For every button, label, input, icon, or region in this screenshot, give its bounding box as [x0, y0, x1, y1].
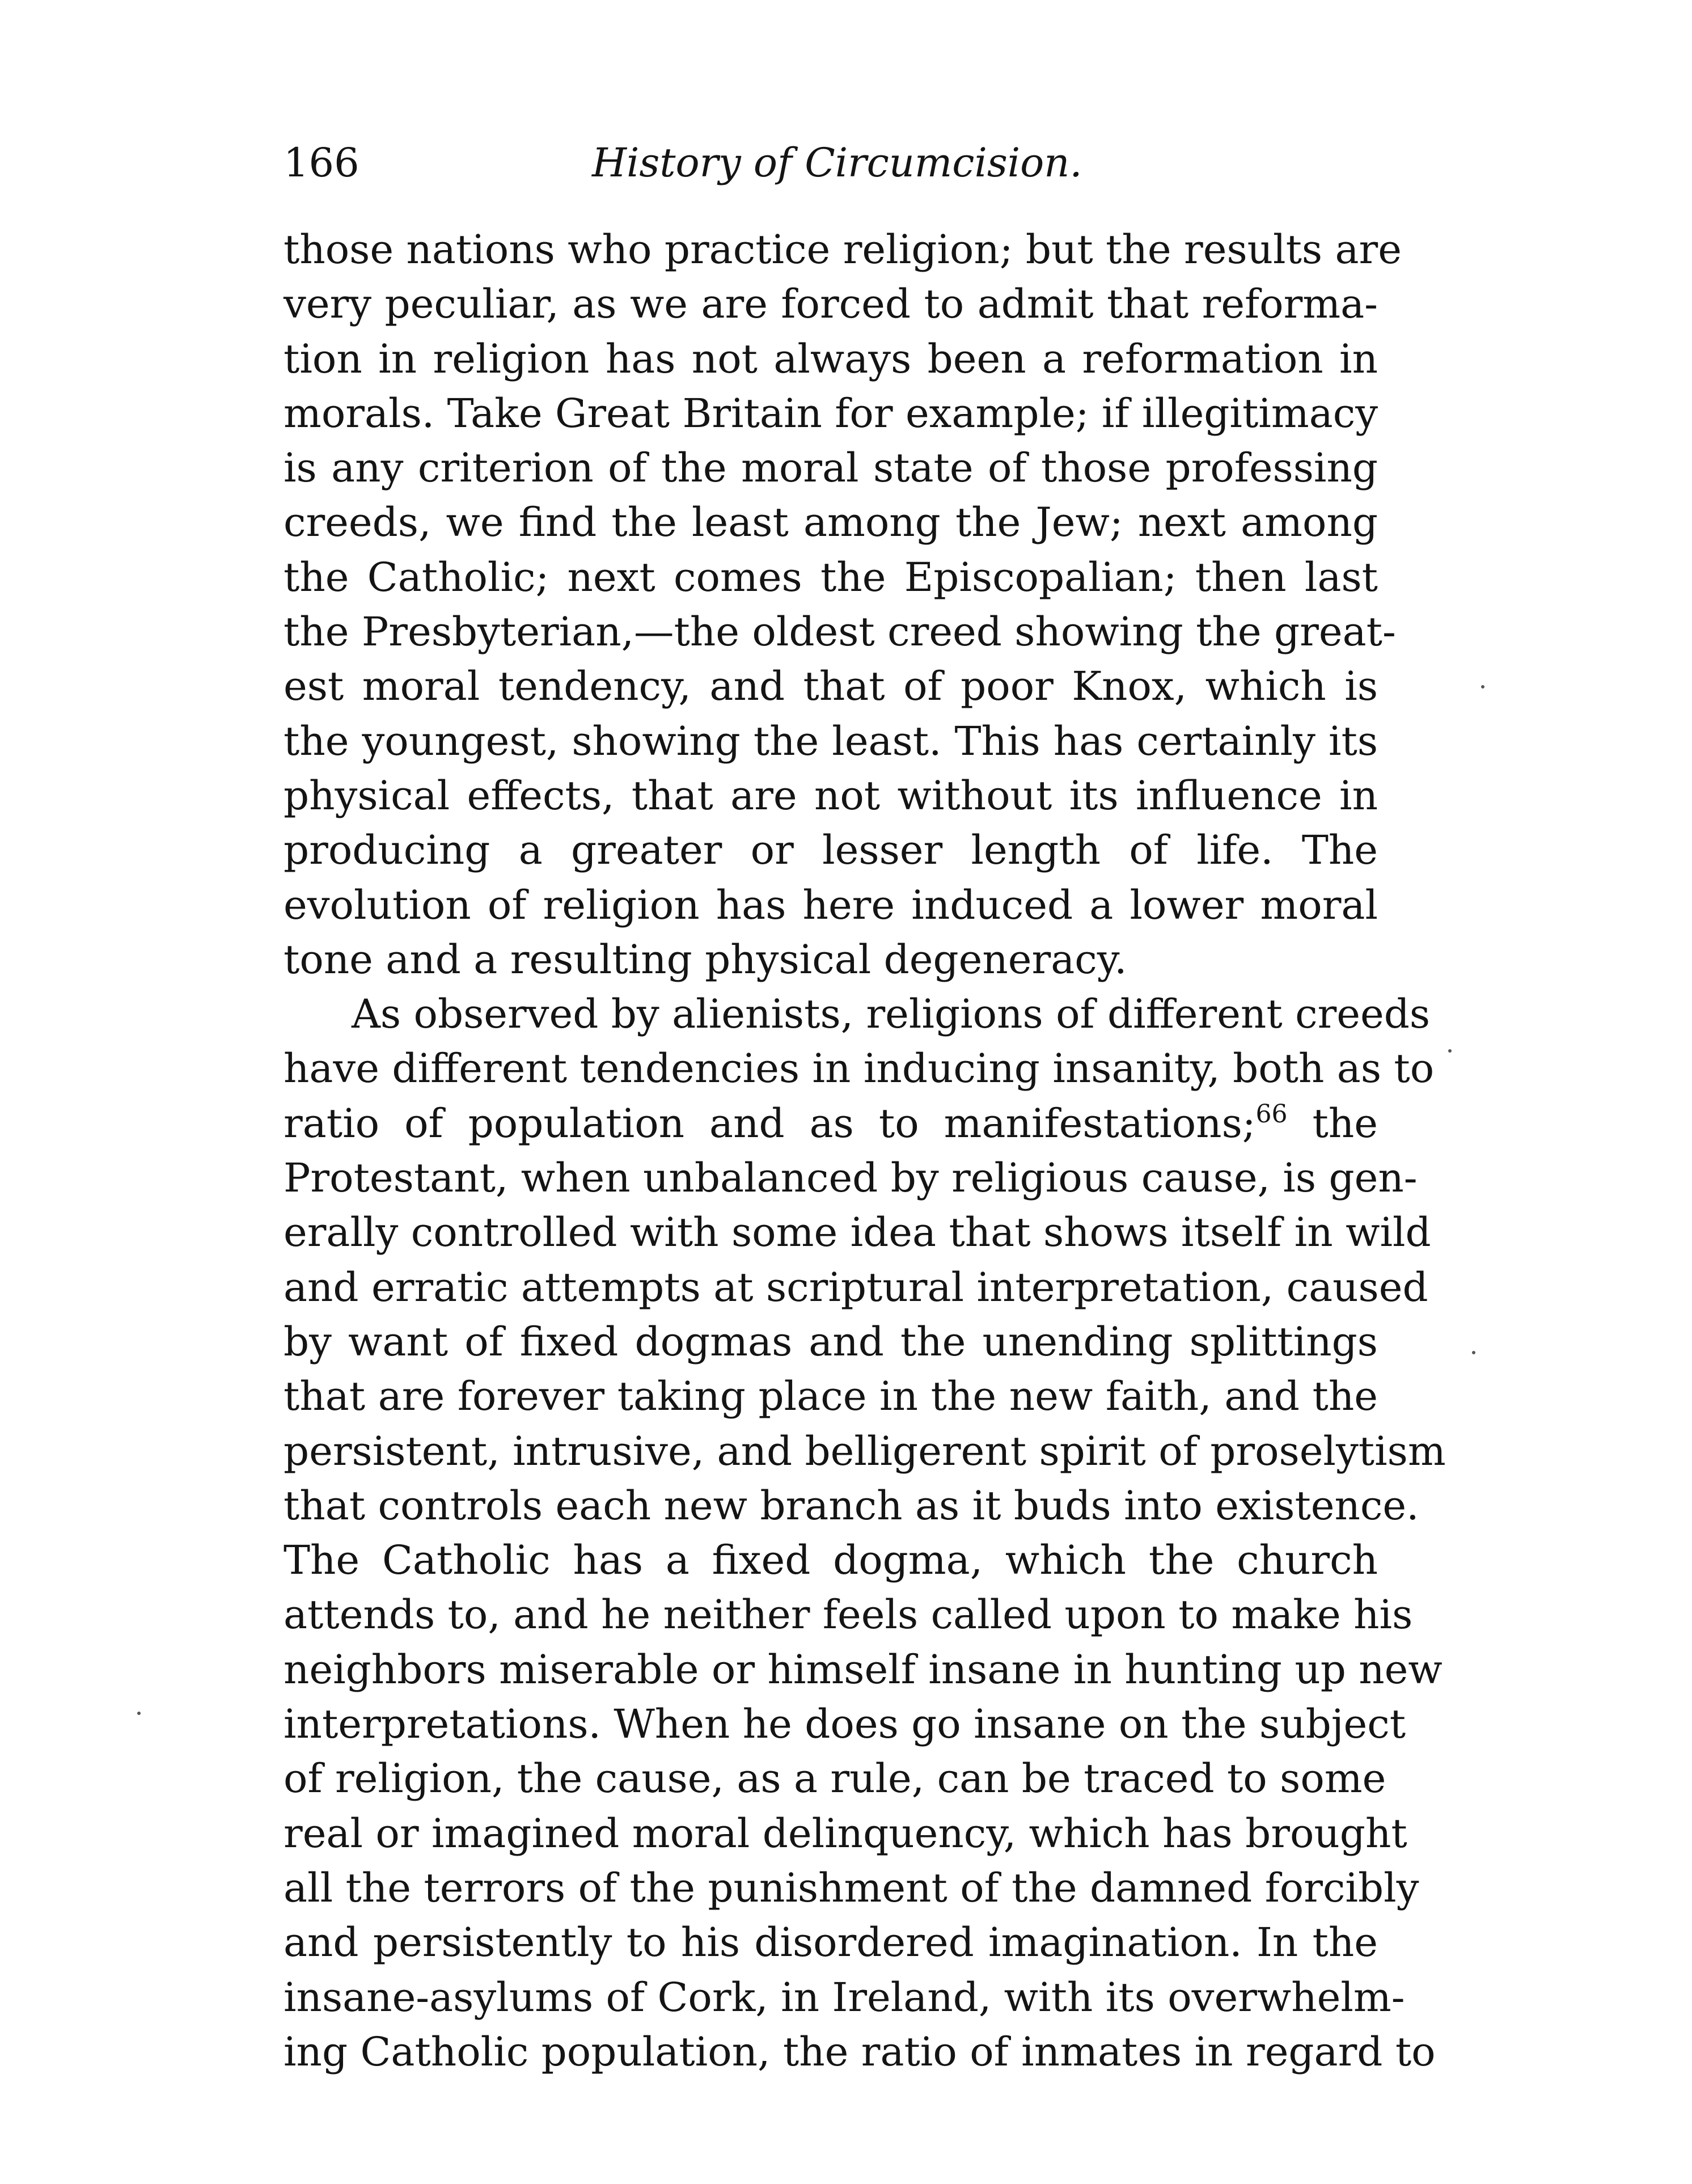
text-line: all the terrors of the punishment of the damned forcibly: [284, 1864, 1419, 1911]
body-text: [284, 222, 1446, 2079]
text-line: insane-asylums of Cork, in Ireland, with its overwhelm-: [284, 1974, 1405, 2021]
text-line: physical effects, that are not without its influence in: [284, 772, 1378, 819]
text-line: is any criterion of the moral state of those professing: [284, 445, 1378, 492]
text-line: tone and a resulting physical degeneracy.: [284, 936, 1127, 983]
text-line: have different tendencies in inducing insanity, both as to: [284, 1045, 1435, 1092]
text-line: attends to, and he neither feels called upon to make his: [284, 1591, 1413, 1638]
scan-speck: [1472, 1351, 1475, 1354]
scan-speck: [1448, 1049, 1452, 1053]
text-line: neighbors miserable or himself insane in hunting up new: [284, 1646, 1443, 1693]
text-line: the Presbyterian,—the oldest creed showing the great-: [284, 609, 1396, 656]
text-line: As observed by alienists, religions of different creeds: [352, 991, 1431, 1038]
text-fragment: ratio of population and as to manifestations;: [284, 1100, 1256, 1147]
text-line: The Catholic has a fixed dogma, which the church: [284, 1537, 1378, 1584]
text-line: ing Catholic population, the ratio of inmates in regard to: [284, 2028, 1436, 2075]
text-line: Protestant, when unbalanced by religious cause, is gen-: [284, 1155, 1418, 1202]
text-fragment: the: [1287, 1100, 1378, 1147]
text-line: the Catholic; next comes the Episcopalian; then last: [284, 554, 1378, 601]
text-line: those nations who practice religion; but the results are: [284, 226, 1402, 273]
text-line: real or imagined moral delinquency, which has brought: [284, 1810, 1407, 1857]
text-line: persistent, intrusive, and belligerent spirit of proselytism: [284, 1427, 1446, 1475]
running-title: History of Circumcision.: [592, 140, 1082, 186]
text-line: [284, 1096, 1378, 1151]
footnote-reference: 66: [1255, 1099, 1288, 1129]
text-line: that controls each new branch as it buds into existence.: [284, 1482, 1419, 1529]
scan-speck: [1481, 685, 1484, 688]
text-line: of religion, the cause, as a rule, can be traced to some: [284, 1755, 1386, 1802]
text-line: the youngest, showing the least. This has certainly its: [284, 717, 1378, 764]
text-line: by want of fixed dogmas and the unending splittings: [284, 1318, 1378, 1365]
paragraph-1: [284, 222, 1402, 987]
text-line: erally controlled with some idea that shows itself in wild: [284, 1209, 1431, 1256]
text-line: est moral tendency, and that of poor Knox, which is: [284, 663, 1378, 710]
text-line: and persistently to his disordered imagination. In the: [284, 1919, 1378, 1966]
paragraph-2: [284, 987, 1446, 2079]
text-line: creeds, we find the least among the Jew; next among: [284, 499, 1378, 546]
text-line: that are forever taking place in the new faith, and the: [284, 1373, 1378, 1420]
running-head: [284, 132, 1134, 194]
page-number: 166: [284, 140, 359, 186]
text-line: interpretations. When he does go insane on the subject: [284, 1701, 1406, 1748]
text-line: very peculiar, as we are forced to admit that reforma-: [284, 281, 1378, 328]
text-line: tion in religion has not always been a reformation in: [284, 335, 1378, 382]
text-line: and erratic attempts at scriptural interpretation, caused: [284, 1264, 1428, 1311]
scan-speck: [137, 1712, 141, 1715]
text-line: producing a greater or lesser length of life. The: [284, 827, 1378, 874]
text-line: evolution of religion has here induced a lower moral: [284, 881, 1378, 928]
text-line: morals. Take Great Britain for example; if illegitimacy: [284, 390, 1378, 437]
